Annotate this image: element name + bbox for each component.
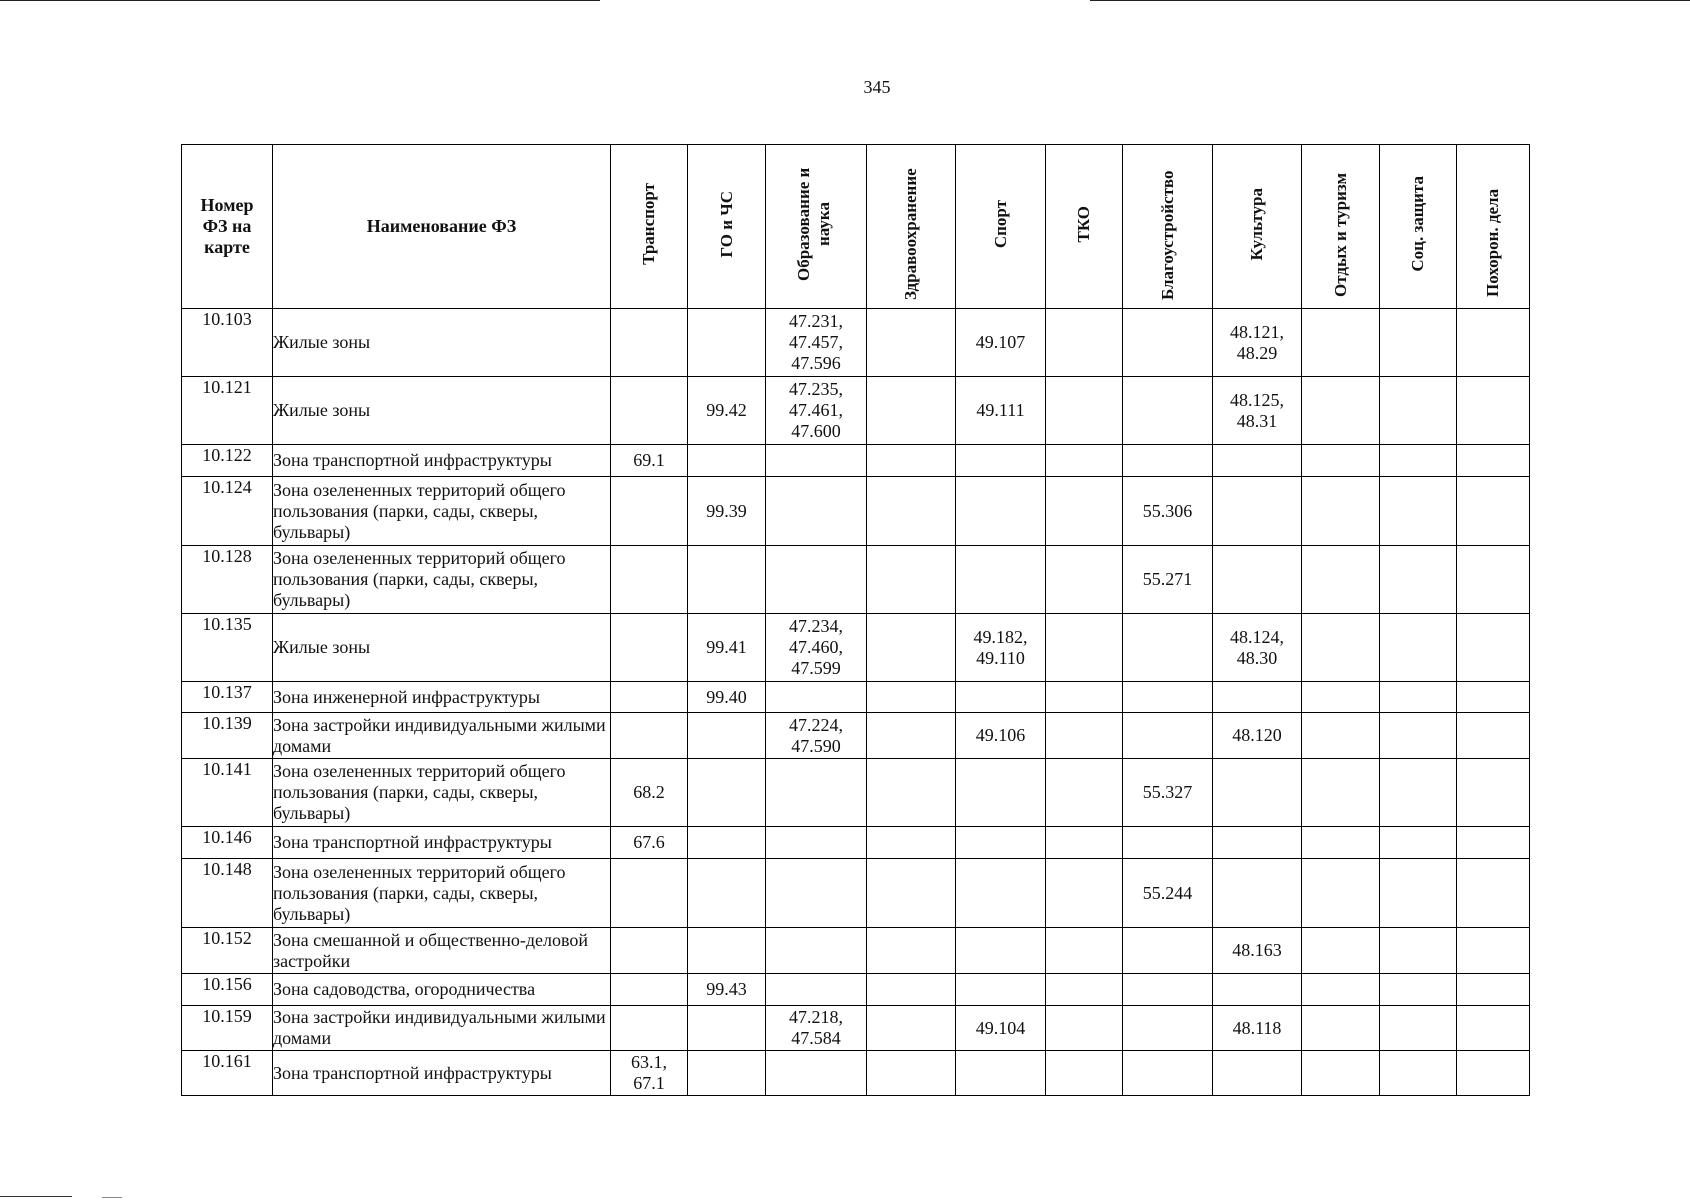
cell-sport-value: 49.106 bbox=[975, 725, 1026, 745]
cell-sport-value: 49.107 bbox=[975, 332, 1026, 352]
cell-education bbox=[766, 759, 867, 827]
row-number: 10.121 bbox=[182, 377, 273, 445]
cell-culture-value: 48.124, 48.30 bbox=[1230, 626, 1284, 668]
cell-sport bbox=[956, 827, 1046, 859]
cell-social bbox=[1380, 546, 1457, 614]
cell-recreation bbox=[1302, 1006, 1380, 1051]
cell-go-chs-value: 99.40 bbox=[706, 686, 747, 707]
cell-improvement bbox=[1123, 859, 1213, 928]
cell-education bbox=[766, 614, 867, 682]
cell-improvement bbox=[1123, 1051, 1213, 1096]
cell-improvement bbox=[1123, 928, 1213, 974]
cell-culture bbox=[1213, 377, 1302, 445]
header-funeral bbox=[1457, 145, 1530, 309]
row-number: 10.122 bbox=[182, 445, 273, 477]
cell-go-chs-value: 99.39 bbox=[706, 500, 747, 521]
cell-improvement-value: 55.306 bbox=[1142, 500, 1193, 521]
cell-tko bbox=[1046, 309, 1123, 377]
cell-tko bbox=[1046, 859, 1123, 928]
row-name: Зона инженерной инфраструктуры bbox=[273, 682, 611, 713]
row-name: Жилые зоны bbox=[273, 614, 611, 682]
table-row bbox=[182, 682, 1530, 713]
cell-transport bbox=[611, 309, 688, 377]
cell-transport bbox=[611, 759, 688, 827]
cell-improvement-value: 55.271 bbox=[1142, 569, 1193, 589]
cell-recreation bbox=[1302, 859, 1380, 928]
row-number: 10.141 bbox=[182, 759, 273, 827]
cell-go-chs bbox=[688, 477, 766, 546]
cell-education-value: 47.218, 47.584 bbox=[789, 1007, 843, 1048]
cell-sport bbox=[956, 928, 1046, 974]
cell-education-value: 47.224, 47.590 bbox=[789, 714, 843, 756]
row-number: 10.156 bbox=[182, 974, 273, 1006]
cell-health bbox=[867, 1006, 956, 1051]
row-name: Зона застройки индивидуальными жилыми домами bbox=[273, 1006, 611, 1051]
table-row bbox=[182, 614, 1530, 682]
cell-transport bbox=[611, 546, 688, 614]
table-row bbox=[182, 759, 1530, 827]
page-number: 345 bbox=[863, 77, 891, 97]
cell-culture bbox=[1213, 759, 1302, 827]
header-improvement-label: Благоустройство bbox=[1157, 170, 1177, 300]
cell-funeral bbox=[1457, 974, 1530, 1006]
cell-funeral bbox=[1457, 1006, 1530, 1051]
cell-culture bbox=[1213, 859, 1302, 928]
cell-culture bbox=[1213, 309, 1302, 377]
table-row bbox=[182, 1006, 1530, 1051]
cell-funeral bbox=[1457, 309, 1530, 377]
cell-go-chs bbox=[688, 1051, 766, 1096]
table-row bbox=[182, 859, 1530, 928]
row-number: 10.128 bbox=[182, 546, 273, 614]
cell-education-value: 47.234, 47.460, 47.599 bbox=[789, 616, 843, 678]
cell-social bbox=[1380, 377, 1457, 445]
cell-social bbox=[1380, 309, 1457, 377]
cell-culture-value: 48.163 bbox=[1232, 940, 1282, 960]
cell-sport bbox=[956, 759, 1046, 827]
cell-recreation bbox=[1302, 713, 1380, 759]
header-sport-label: Спорт bbox=[990, 199, 1010, 249]
cell-transport-value: 68.2 bbox=[633, 782, 665, 802]
row-number: 10.152 bbox=[182, 928, 273, 974]
header-number-label: Номер ФЗ на карте bbox=[200, 195, 254, 257]
cell-social bbox=[1380, 713, 1457, 759]
row-name: Жилые зоны bbox=[273, 377, 611, 445]
cell-improvement bbox=[1123, 827, 1213, 859]
row-number: 10.139 bbox=[182, 713, 273, 759]
header-culture-label: Культура bbox=[1247, 187, 1266, 261]
header-name bbox=[273, 145, 611, 309]
top-rule-right bbox=[1090, 0, 1690, 1]
cell-social bbox=[1380, 477, 1457, 546]
functional-zones-table bbox=[181, 144, 1530, 1096]
cell-funeral bbox=[1457, 477, 1530, 546]
cell-tko bbox=[1046, 827, 1123, 859]
row-name: Зона транспортной инфраструктуры bbox=[273, 1051, 611, 1096]
cell-transport-value: 69.1 bbox=[633, 450, 665, 470]
cell-social bbox=[1380, 614, 1457, 682]
row-number: 10.148 bbox=[182, 859, 273, 928]
cell-improvement bbox=[1123, 377, 1213, 445]
cell-culture-value: 48.118 bbox=[1232, 1017, 1282, 1038]
row-name: Зона озелененных территорий общего пользования (парки, сады, скверы, бульвары) bbox=[273, 859, 611, 928]
header-funeral-label: Похорон. дела bbox=[1483, 188, 1502, 297]
cell-tko bbox=[1046, 1006, 1123, 1051]
cell-funeral bbox=[1457, 928, 1530, 974]
cell-transport bbox=[611, 1006, 688, 1051]
cell-transport bbox=[611, 477, 688, 546]
cell-culture-value: 48.121, 48.29 bbox=[1230, 321, 1284, 363]
cell-go-chs bbox=[688, 445, 766, 477]
cell-health bbox=[867, 859, 956, 928]
table-row bbox=[182, 1051, 1530, 1096]
cell-culture bbox=[1213, 713, 1302, 759]
cell-improvement-value: 55.327 bbox=[1142, 782, 1193, 802]
cell-culture-value: 48.125, 48.31 bbox=[1230, 389, 1284, 431]
cell-transport bbox=[611, 445, 688, 477]
cell-transport bbox=[611, 682, 688, 713]
cell-transport bbox=[611, 1051, 688, 1096]
cell-funeral bbox=[1457, 682, 1530, 713]
cell-go-chs-value: 99.41 bbox=[706, 637, 747, 657]
row-name: Жилые зоны bbox=[273, 309, 611, 377]
cell-funeral bbox=[1457, 614, 1530, 682]
cell-culture bbox=[1213, 477, 1302, 546]
cell-sport bbox=[956, 1051, 1046, 1096]
cell-health bbox=[867, 377, 956, 445]
cell-tko bbox=[1046, 445, 1123, 477]
cell-funeral bbox=[1457, 546, 1530, 614]
cell-tko bbox=[1046, 546, 1123, 614]
row-name: Зона садоводства, огородничества bbox=[273, 974, 611, 1006]
cell-sport-value: 49.104 bbox=[975, 1017, 1026, 1038]
table-row bbox=[182, 546, 1530, 614]
cell-education bbox=[766, 827, 867, 859]
row-number: 10.124 bbox=[182, 477, 273, 546]
cell-funeral bbox=[1457, 827, 1530, 859]
cell-education-value: 47.231, 47.457, 47.596 bbox=[789, 311, 843, 373]
header-tko-label: ТКО bbox=[1074, 205, 1093, 243]
header-recreation bbox=[1302, 145, 1380, 309]
cell-go-chs-value: 99.42 bbox=[706, 400, 747, 420]
cell-tko bbox=[1046, 614, 1123, 682]
cell-tko bbox=[1046, 974, 1123, 1006]
bottom-scan-mark-small bbox=[102, 1197, 122, 1198]
cell-health bbox=[867, 713, 956, 759]
row-number: 10.103 bbox=[182, 309, 273, 377]
cell-improvement bbox=[1123, 1006, 1213, 1051]
row-name: Зона озелененных территорий общего пользования (парки, сады, скверы, бульвары) bbox=[273, 477, 611, 546]
cell-health bbox=[867, 1051, 956, 1096]
row-name: Зона смешанной и общественно-деловой застройки bbox=[273, 928, 611, 974]
cell-health bbox=[867, 928, 956, 974]
header-social-label: Соц. защита bbox=[1408, 176, 1427, 272]
cell-go-chs bbox=[688, 859, 766, 928]
cell-education bbox=[766, 974, 867, 1006]
header-tko bbox=[1046, 145, 1123, 309]
bottom-scan-mark bbox=[0, 1196, 72, 1197]
cell-funeral bbox=[1457, 1051, 1530, 1096]
cell-go-chs bbox=[688, 546, 766, 614]
table-row bbox=[182, 309, 1530, 377]
table-row bbox=[182, 445, 1530, 477]
table-row bbox=[182, 928, 1530, 974]
row-number: 10.159 bbox=[182, 1006, 273, 1051]
cell-go-chs bbox=[688, 377, 766, 445]
cell-go-chs bbox=[688, 974, 766, 1006]
cell-sport bbox=[956, 1006, 1046, 1051]
cell-social bbox=[1380, 445, 1457, 477]
cell-tko bbox=[1046, 713, 1123, 759]
cell-education bbox=[766, 713, 867, 759]
cell-health bbox=[867, 759, 956, 827]
cell-go-chs-value: 99.43 bbox=[706, 979, 747, 999]
cell-sport bbox=[956, 377, 1046, 445]
header-social bbox=[1380, 145, 1457, 309]
cell-recreation bbox=[1302, 682, 1380, 713]
cell-funeral bbox=[1457, 377, 1530, 445]
cell-culture bbox=[1213, 974, 1302, 1006]
cell-culture bbox=[1213, 928, 1302, 974]
cell-go-chs bbox=[688, 1006, 766, 1051]
header-recreation-label: Отдых и туризм bbox=[1330, 172, 1350, 297]
cell-transport bbox=[611, 859, 688, 928]
cell-culture bbox=[1213, 445, 1302, 477]
cell-tko bbox=[1046, 1051, 1123, 1096]
cell-social bbox=[1380, 859, 1457, 928]
cell-education bbox=[766, 377, 867, 445]
cell-improvement bbox=[1123, 759, 1213, 827]
cell-tko bbox=[1046, 377, 1123, 445]
cell-transport bbox=[611, 713, 688, 759]
cell-sport-value: 49.111 bbox=[976, 400, 1025, 420]
cell-go-chs bbox=[688, 827, 766, 859]
header-number bbox=[182, 145, 273, 309]
cell-health bbox=[867, 682, 956, 713]
cell-recreation bbox=[1302, 614, 1380, 682]
cell-recreation bbox=[1302, 546, 1380, 614]
cell-social bbox=[1380, 974, 1457, 1006]
cell-funeral bbox=[1457, 445, 1530, 477]
cell-health bbox=[867, 309, 956, 377]
cell-recreation bbox=[1302, 1051, 1380, 1096]
header-improvement bbox=[1123, 145, 1213, 309]
cell-sport bbox=[956, 614, 1046, 682]
cell-sport bbox=[956, 682, 1046, 713]
cell-transport bbox=[611, 928, 688, 974]
cell-education bbox=[766, 445, 867, 477]
cell-education bbox=[766, 1051, 867, 1096]
cell-go-chs bbox=[688, 682, 766, 713]
header-education-label: Образование и наука bbox=[794, 167, 833, 281]
cell-culture bbox=[1213, 1006, 1302, 1051]
cell-recreation bbox=[1302, 309, 1380, 377]
cell-culture bbox=[1213, 827, 1302, 859]
row-number: 10.135 bbox=[182, 614, 273, 682]
cell-sport bbox=[956, 309, 1046, 377]
cell-transport bbox=[611, 827, 688, 859]
cell-recreation bbox=[1302, 477, 1380, 546]
table-row bbox=[182, 713, 1530, 759]
cell-culture bbox=[1213, 1051, 1302, 1096]
cell-education-value: 47.235, 47.461, 47.600 bbox=[789, 379, 843, 441]
header-sport bbox=[956, 145, 1046, 309]
cell-health bbox=[867, 974, 956, 1006]
cell-tko bbox=[1046, 759, 1123, 827]
row-number: 10.137 bbox=[182, 682, 273, 713]
cell-improvement bbox=[1123, 974, 1213, 1006]
cell-culture-value: 48.120 bbox=[1232, 725, 1282, 745]
cell-social bbox=[1380, 827, 1457, 859]
cell-improvement bbox=[1123, 309, 1213, 377]
cell-health bbox=[867, 445, 956, 477]
cell-education bbox=[766, 546, 867, 614]
cell-recreation bbox=[1302, 445, 1380, 477]
cell-go-chs bbox=[688, 614, 766, 682]
cell-transport bbox=[611, 614, 688, 682]
cell-sport bbox=[956, 445, 1046, 477]
table-row bbox=[182, 477, 1530, 546]
cell-social bbox=[1380, 928, 1457, 974]
cell-funeral bbox=[1457, 713, 1530, 759]
cell-funeral bbox=[1457, 759, 1530, 827]
cell-culture bbox=[1213, 546, 1302, 614]
table-row bbox=[182, 377, 1530, 445]
cell-education bbox=[766, 859, 867, 928]
cell-tko bbox=[1046, 477, 1123, 546]
cell-education bbox=[766, 928, 867, 974]
row-name: Зона озелененных территорий общего пользования (парки, сады, скверы, бульвары) bbox=[273, 759, 611, 827]
cell-culture bbox=[1213, 682, 1302, 713]
top-rule-left bbox=[0, 0, 600, 1]
cell-improvement-value: 55.244 bbox=[1142, 882, 1193, 903]
header-name-label: Наименование ФЗ bbox=[366, 216, 517, 236]
cell-recreation bbox=[1302, 928, 1380, 974]
cell-improvement bbox=[1123, 713, 1213, 759]
cell-sport-value: 49.182, 49.110 bbox=[973, 626, 1028, 668]
cell-transport bbox=[611, 974, 688, 1006]
cell-sport bbox=[956, 546, 1046, 614]
header-transport bbox=[611, 145, 688, 309]
cell-recreation bbox=[1302, 974, 1380, 1006]
row-name: Зона застройки индивидуальными жилыми домами bbox=[273, 713, 611, 759]
cell-recreation bbox=[1302, 377, 1380, 445]
cell-health bbox=[867, 477, 956, 546]
cell-social bbox=[1380, 1051, 1457, 1096]
header-education bbox=[766, 145, 867, 309]
header-go-chs bbox=[688, 145, 766, 309]
table-header-row bbox=[182, 145, 1530, 309]
cell-transport-value: 67.6 bbox=[633, 832, 665, 852]
row-number: 10.161 bbox=[182, 1051, 273, 1096]
cell-social bbox=[1380, 759, 1457, 827]
cell-social bbox=[1380, 1006, 1457, 1051]
cell-improvement bbox=[1123, 546, 1213, 614]
cell-sport bbox=[956, 974, 1046, 1006]
row-name: Зона транспортной инфраструктуры bbox=[273, 445, 611, 477]
header-transport-label: Транспорт bbox=[639, 183, 658, 265]
cell-go-chs bbox=[688, 713, 766, 759]
cell-improvement bbox=[1123, 445, 1213, 477]
cell-education bbox=[766, 309, 867, 377]
header-go-chs-label: ГО и ЧС bbox=[716, 190, 736, 258]
cell-recreation bbox=[1302, 759, 1380, 827]
table-row bbox=[182, 974, 1530, 1006]
header-health bbox=[867, 145, 956, 309]
cell-health bbox=[867, 827, 956, 859]
cell-sport bbox=[956, 859, 1046, 928]
cell-improvement bbox=[1123, 682, 1213, 713]
cell-go-chs bbox=[688, 928, 766, 974]
row-name: Зона озелененных территорий общего пользования (парки, сады, скверы, бульвары) bbox=[273, 546, 611, 614]
cell-health bbox=[867, 546, 956, 614]
cell-improvement bbox=[1123, 477, 1213, 546]
header-culture bbox=[1213, 145, 1302, 309]
cell-health bbox=[867, 614, 956, 682]
cell-tko bbox=[1046, 682, 1123, 713]
cell-education bbox=[766, 477, 867, 546]
cell-culture bbox=[1213, 614, 1302, 682]
cell-social bbox=[1380, 682, 1457, 713]
cell-funeral bbox=[1457, 859, 1530, 928]
row-name: Зона транспортной инфраструктуры bbox=[273, 827, 611, 859]
cell-sport bbox=[956, 477, 1046, 546]
cell-tko bbox=[1046, 928, 1123, 974]
cell-education bbox=[766, 1006, 867, 1051]
cell-transport-value: 63.1, 67.1 bbox=[631, 1052, 667, 1093]
cell-education bbox=[766, 682, 867, 713]
cell-recreation bbox=[1302, 827, 1380, 859]
row-number: 10.146 bbox=[182, 827, 273, 859]
table-row bbox=[182, 827, 1530, 859]
cell-improvement bbox=[1123, 614, 1213, 682]
cell-sport bbox=[956, 713, 1046, 759]
cell-transport bbox=[611, 377, 688, 445]
cell-go-chs bbox=[688, 759, 766, 827]
cell-go-chs bbox=[688, 309, 766, 377]
header-health-label: Здравоохранение bbox=[901, 168, 920, 300]
